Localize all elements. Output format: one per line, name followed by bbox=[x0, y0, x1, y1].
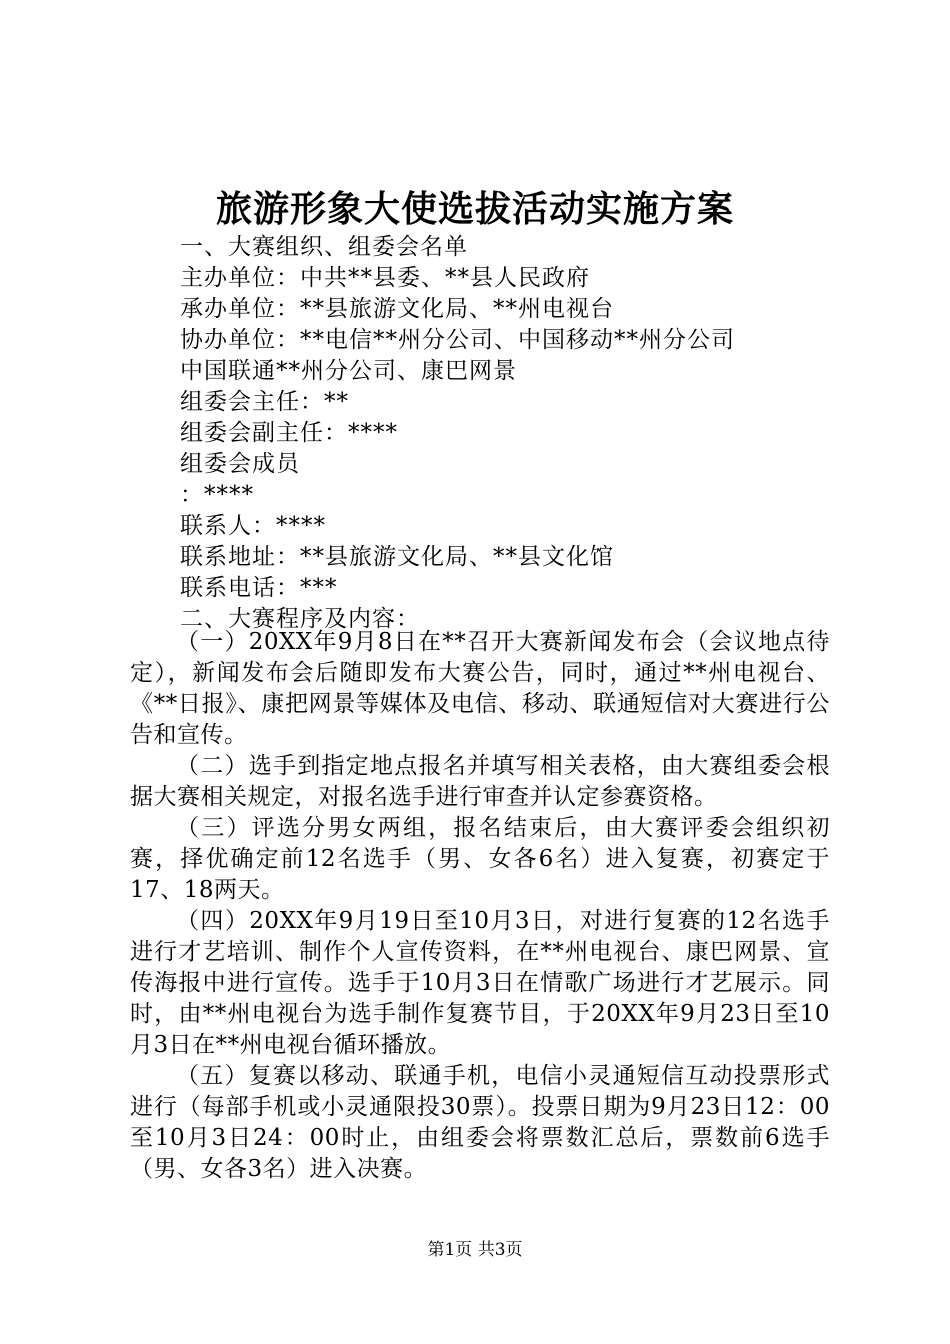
section-heading-organization: 一、大赛组织、组委会名单 bbox=[180, 234, 468, 260]
procedure-body bbox=[130, 627, 830, 1185]
co-organizer-unit-line: 协办单位：**电信**州分公司、中国移动**州分公司 bbox=[180, 327, 735, 353]
contact-address-line: 联系地址：**县旅游文化局、**县文化馆 bbox=[180, 544, 614, 570]
paragraph-step-5: （五）复赛以移动、联通手机，电信小灵通短信互动投票形式进行（每部手机或小灵通限投30票）。投票日期为9月23日12：00至10月3日24：00时止，由组委会将票数汇总后，票数前6选手（男、女各3名）进入决赛。 bbox=[130, 1063, 830, 1182]
organizer-unit-line: 承办单位：**县旅游文化局、**州电视台 bbox=[180, 296, 614, 322]
committee-director-line: 组委会主任：** bbox=[180, 389, 349, 415]
paragraph-step-2: （二）选手到指定地点报名并填写相关表格，由大赛组委会根据大赛相关规定，对报名选手进行审查并认定参赛资格。 bbox=[130, 753, 830, 810]
organization-list bbox=[180, 232, 860, 635]
document-title: 旅游形象大使选拔活动实施方案 bbox=[215, 188, 734, 230]
committee-members-value: ：**** bbox=[180, 482, 254, 508]
section-heading-procedure: 二、大赛程序及内容： bbox=[180, 606, 420, 632]
committee-members-label: 组委会成员 bbox=[180, 451, 300, 477]
co-organizer-unit-line-continued: 中国联通**州分公司、康巴网景 bbox=[180, 358, 517, 384]
page-number-footer: 第1页 共3页 bbox=[427, 1240, 523, 1260]
paragraph-step-3: （三）评选分男女两组，报名结束后，由大赛评委会组织初赛，择优确定前12名选手（男、女各6名）进入复赛，初赛定于17、18两天。 bbox=[130, 815, 830, 903]
contact-person-line: 联系人：**** bbox=[180, 513, 326, 539]
host-unit-line: 主办单位：中共**县委、**县人民政府 bbox=[180, 265, 590, 291]
contact-phone-line: 联系电话：*** bbox=[180, 575, 338, 601]
paragraph-step-1: （一）20XX年9月8日在**召开大赛新闻发布会（会议地点待定），新闻发布会后随即发布大赛公告，同时，通过**州电视台、《**日报》、康把网景等媒体及电信、移动、联通短信对大赛进行公告和宣传。 bbox=[130, 629, 830, 748]
paragraph-step-4: （四）20XX年9月19日至10月3日，对进行复赛的12名选手进行才艺培训、制作个人宣传资料，在**州电视台、康巴网景、宣传海报中进行宣传。选手于10月3日在情歌广场进行才艺展示。同时，由**州电视台为选手制作复赛节目，于20XX年9月23日至10月3日在**州电视台循环播放。 bbox=[130, 908, 830, 1058]
committee-deputy-director-line: 组委会副主任：**** bbox=[180, 420, 398, 446]
